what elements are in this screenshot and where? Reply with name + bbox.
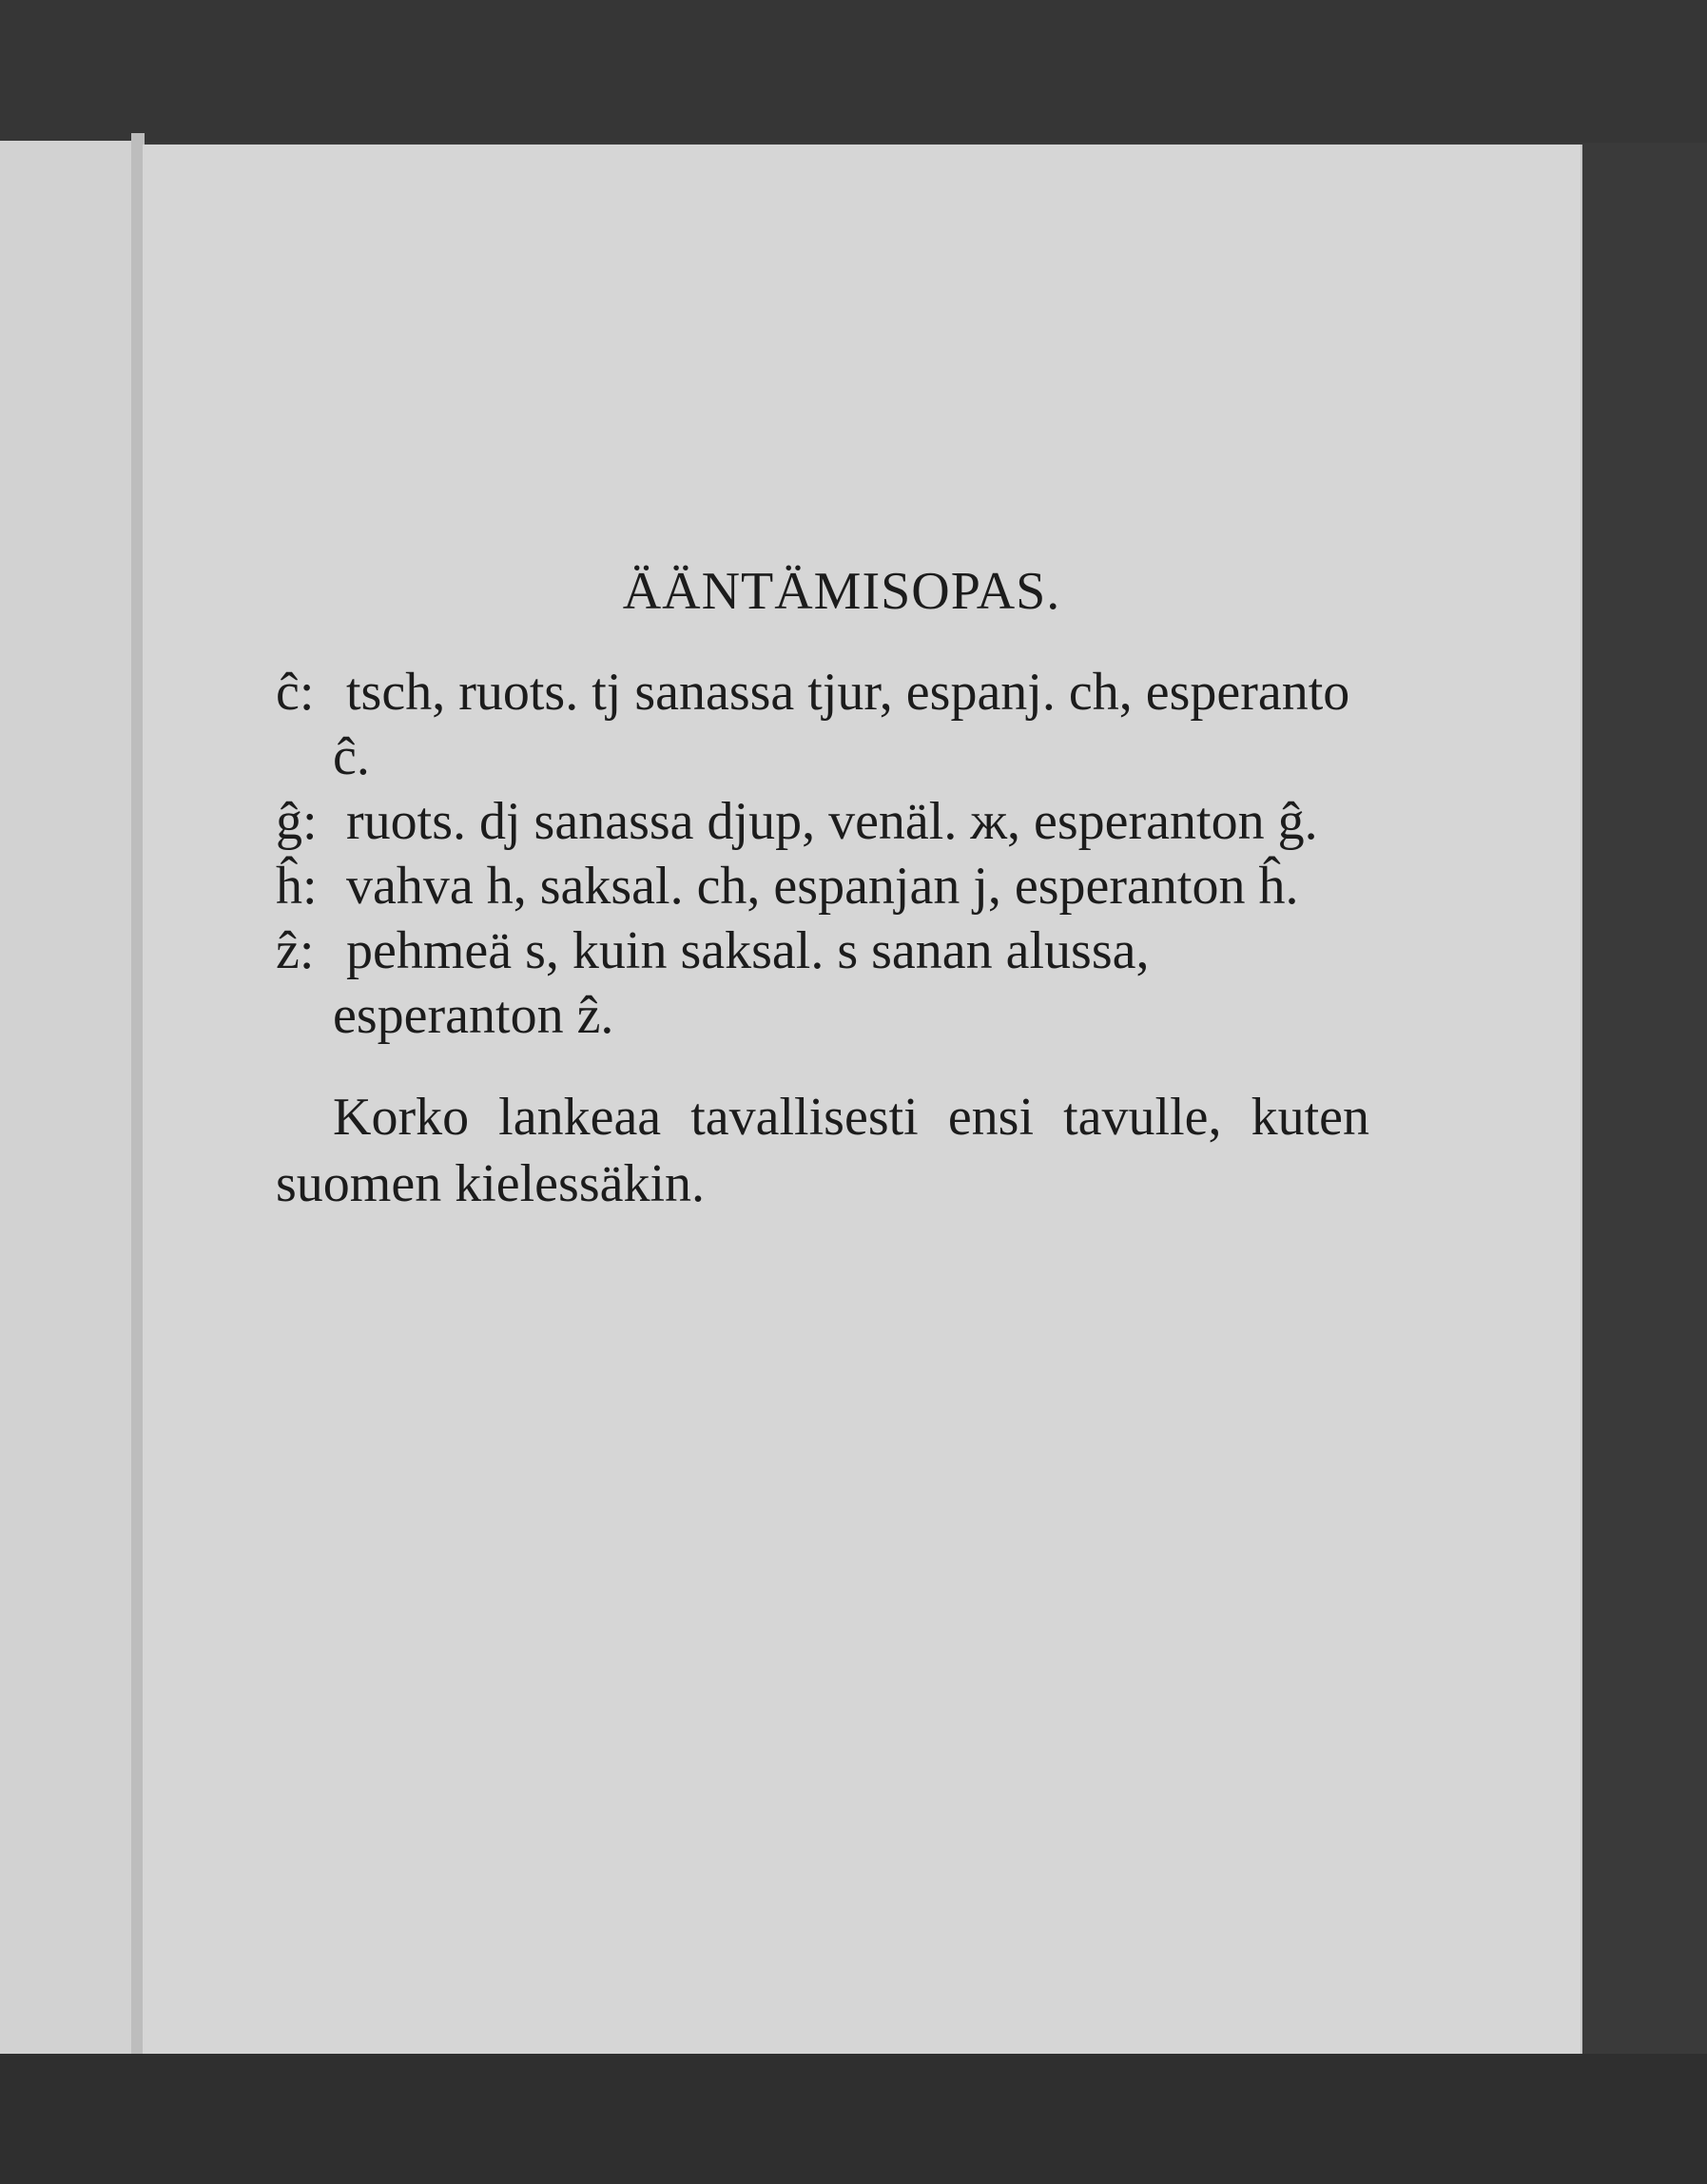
pronunciation-entry xyxy=(276,660,1369,789)
stress-note-paragraph: Korko lankeaa tavallisesti ensi tavulle, kuten suomen kielessäkin. xyxy=(276,1088,1369,1213)
entry-symbol: ẑ: xyxy=(276,921,315,980)
facing-page-edge xyxy=(0,141,143,2054)
entry-symbol: ĉ: xyxy=(276,663,315,722)
pronunciation-entry xyxy=(276,918,1369,1048)
entry-text: pehmeä s, kuin saksal. s sanan alussa, esperanton ẑ. xyxy=(333,921,1150,1045)
pronunciation-list xyxy=(276,660,1369,1048)
page-heading: ÄÄNTÄMISOPAS. xyxy=(622,562,1061,621)
pronunciation-entry xyxy=(276,789,1369,854)
pronunciation-entry xyxy=(276,854,1369,918)
entry-symbol: ĝ: xyxy=(276,792,318,851)
entry-symbol: ĥ: xyxy=(276,857,318,916)
scan-background-bottom xyxy=(0,2054,1707,2184)
entry-text: ruots. dj sanassa djup, venäl. ж, esperanton ĝ. xyxy=(333,792,1318,851)
page-content xyxy=(276,561,1369,1217)
entry-text: tsch, ruots. tj sanassa tjur, espanj. ch, esperanto ĉ. xyxy=(333,663,1350,786)
scan-background-top xyxy=(0,0,1707,143)
entry-text: vahva h, saksal. ch, espanjan j, esperanton ĥ. xyxy=(333,857,1299,916)
